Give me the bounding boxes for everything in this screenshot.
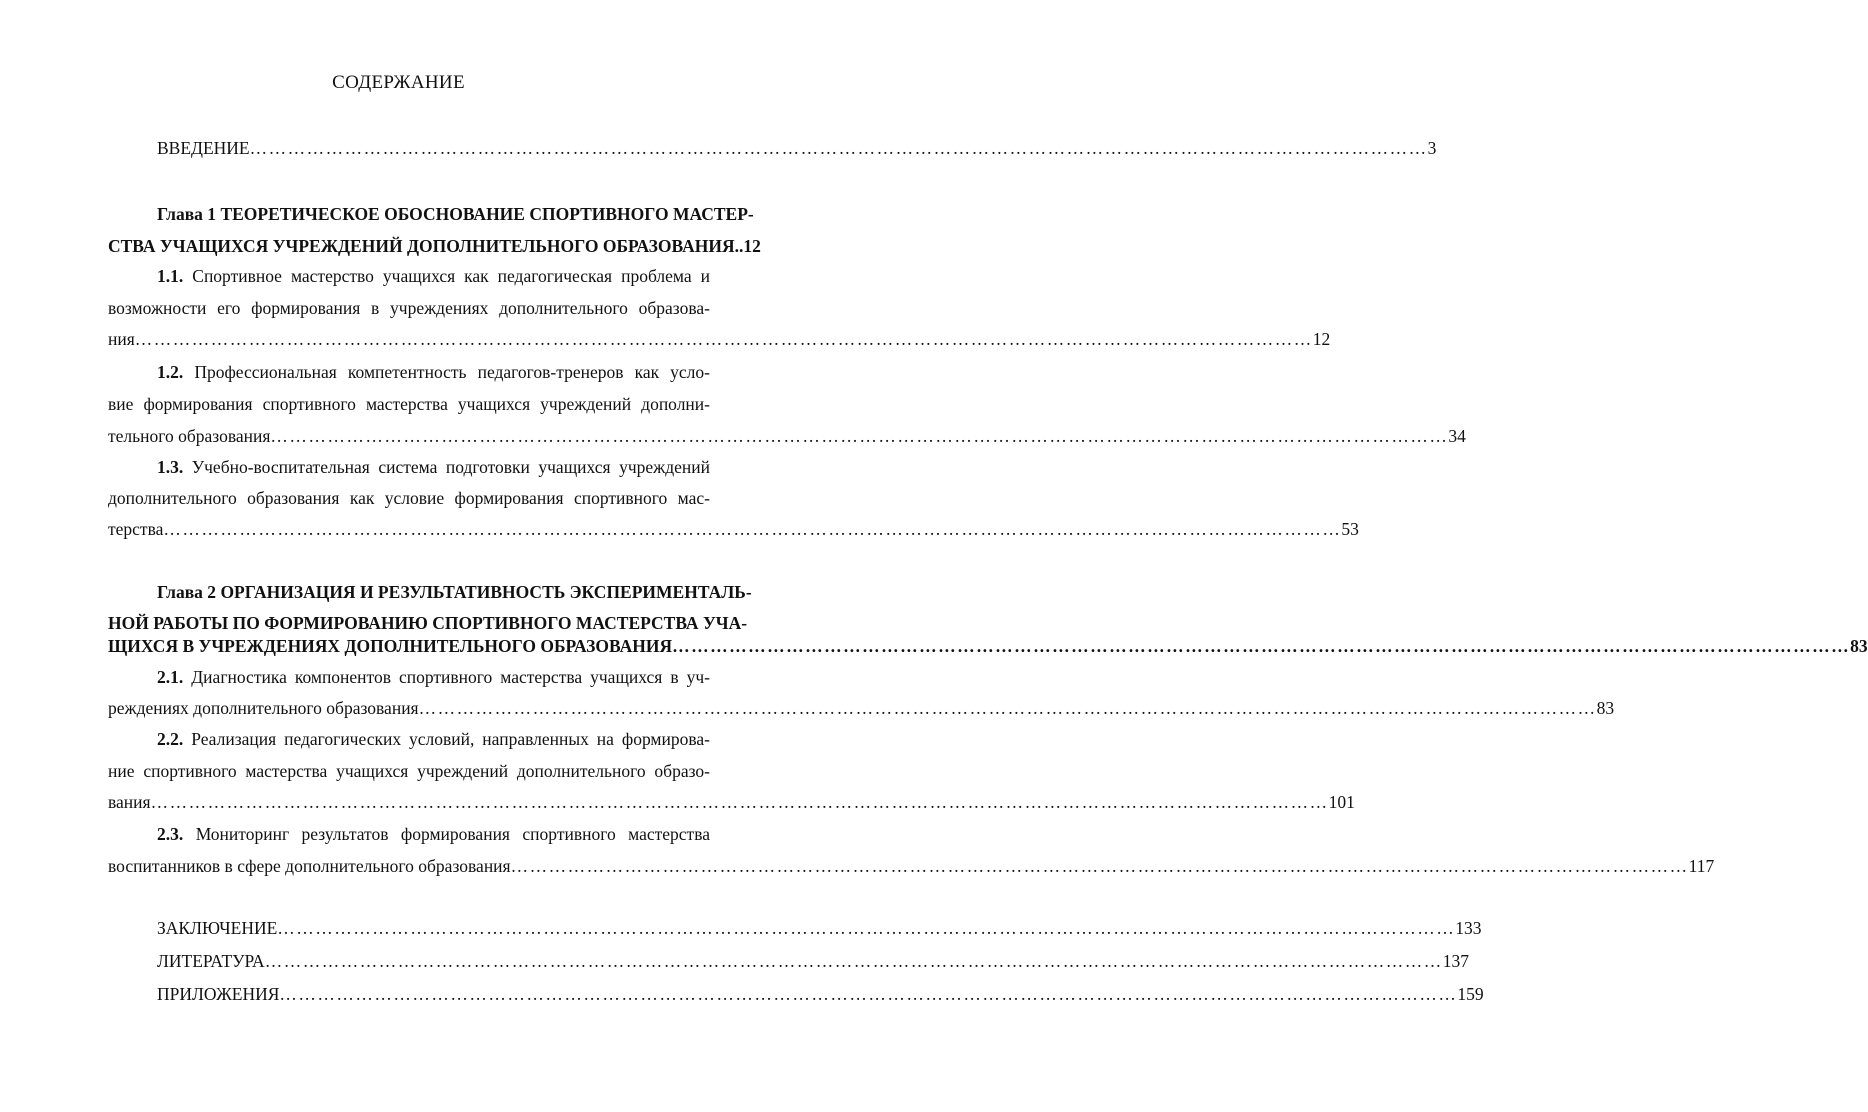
section-title-part-1: Мониторинг результатов формирования спортивного мастерства [195,824,710,844]
section-2-2-line-2: ние спортивного мастерства учащихся учреждений дополнительного образо- [108,761,710,781]
section-number: 1.1. [157,266,184,286]
toc-entry-label: ЛИТЕРАТУРА [157,951,265,971]
section-2-1-line-2[interactable] [108,697,1615,719]
section-title-part-3: терства [108,519,164,539]
section-number: 1.3. [157,457,184,477]
section-2-3-line-2[interactable] [108,855,1715,877]
section-title-part-1: Реализация педагогических условий, направленных на формирова- [191,729,710,749]
section-title-part-1: Профессиональная компетентность педагогов-тренеров как усло- [194,362,710,382]
section-title-part-1: Учебно-воспитательная система подготовки учащихся учреждений [191,457,710,477]
section-1-2-line-3[interactable] [108,425,1466,447]
section-2-1-line-1[interactable] [157,666,710,688]
toc-entry-appendix[interactable] [157,983,1484,1005]
section-1-1-line-1[interactable] [157,265,710,287]
chapter-1-page: 12 [743,236,761,256]
chapter-1-title-part-1: ТЕОРЕТИЧЕСКОЕ ОБОСНОВАНИЕ СПОРТИВНОГО МАСТЕР- [220,204,754,224]
section-title-part-3: ния [108,329,135,349]
section-1-3-line-3[interactable] [108,518,1359,540]
toc-entry-page: 159 [1457,984,1484,1004]
section-1-3-line-1[interactable] [157,456,710,478]
section-2-2-line-3[interactable] [108,791,1355,813]
chapter-2-prefix: Глава 2 [157,582,217,602]
chapter-2-page: 83 [1850,636,1868,656]
toc-entry-label: ЗАКЛЮЧЕНИЕ [157,918,278,938]
leader-dots [277,917,1455,939]
leader-dots [135,328,1313,350]
leader-dots [279,983,1457,1005]
section-2-2-line-1[interactable] [157,728,710,750]
section-1-3-line-2: дополнительного образования как условие формирования спортивного мас- [108,488,710,508]
section-title-part-1: Диагностика компонентов спортивного мастерства учащихся в уч- [191,667,710,687]
leader-dots [163,518,1341,540]
chapter-2-heading-line-1[interactable] [157,581,752,603]
leader-dots [511,855,1689,877]
chapter-1-title-part-2: СТВА УЧАЩИХСЯ УЧРЕЖДЕНИЙ ДОПОЛНИТЕЛЬНОГО ОБРАЗОВАНИЯ [108,236,735,256]
section-number: 2.2. [157,729,184,749]
section-title-part-2: воспитанников в сфере дополнительного образования [108,856,511,876]
toc-entry-literature[interactable] [157,950,1469,972]
chapter-1-prefix: Глава 1 [157,204,217,224]
section-number: 1.2. [157,362,184,382]
section-page: 83 [1596,698,1615,718]
chapter-2-title-part-1: ОРГАНИЗАЦИЯ И РЕЗУЛЬТАТИВНОСТЬ ЭКСПЕРИМЕНТАЛЬ- [220,582,752,602]
section-page: 101 [1328,792,1355,812]
chapter-2-title-part-3: ЩИХСЯ В УЧРЕЖДЕНИЯХ ДОПОЛНИТЕЛЬНОГО ОБРАЗОВАНИЯ [108,636,673,656]
toc-entry-page: 133 [1455,918,1482,938]
section-page: 117 [1688,856,1715,876]
section-number: 2.3. [157,824,184,844]
section-title-part-1: Спортивное мастерство учащихся как педагогическая проблема и [192,266,711,286]
section-1-2-line-2: вие формирования спортивного мастерства учащихся учреждений дополни- [108,394,710,414]
chapter-1-heading-line-2[interactable] [108,235,761,257]
toc-entry-label: ПРИЛОЖЕНИЯ [157,984,280,1004]
toc-entry-page: 137 [1442,951,1469,971]
section-page: 12 [1312,329,1331,349]
section-page: 53 [1341,519,1359,539]
toc-entry-page: 3 [1427,138,1437,158]
leader-dots [270,425,1448,447]
section-1-2-line-1[interactable] [157,361,710,383]
chapter-2-heading-line-3[interactable] [108,635,1868,657]
section-title-part-3: вания [108,792,151,812]
leader-dots [265,950,1443,972]
chapter-2-heading-line-2: НОЙ РАБОТЫ ПО ФОРМИРОВАНИЮ СПОРТИВНОГО МАСТЕРСТВА УЧА- [108,613,748,633]
toc-entry-conclusion[interactable] [157,917,1482,939]
chapter-1-dots: .. [734,236,744,256]
section-1-1-line-3[interactable] [108,328,1331,350]
section-number: 2.1. [157,667,184,687]
section-title-part-2: реждениях дополнительного образования [108,698,419,718]
page-title: СОДЕРЖАНИЕ [332,72,465,93]
leader-dots [151,791,1329,813]
section-1-1-line-2: возможности его формирования в учреждениях дополнительного образова- [108,298,710,318]
leader-dots [672,635,1850,657]
leader-dots [419,697,1597,719]
chapter-1-heading-line-1[interactable] [157,203,754,225]
toc-entry-introduction[interactable] [157,137,1437,159]
section-page: 34 [1448,426,1466,446]
leader-dots [250,137,1428,159]
toc-entry-label: ВВЕДЕНИЕ [157,138,250,158]
section-2-3-line-1[interactable] [157,823,710,845]
section-title-part-3: тельного образования [108,426,271,446]
